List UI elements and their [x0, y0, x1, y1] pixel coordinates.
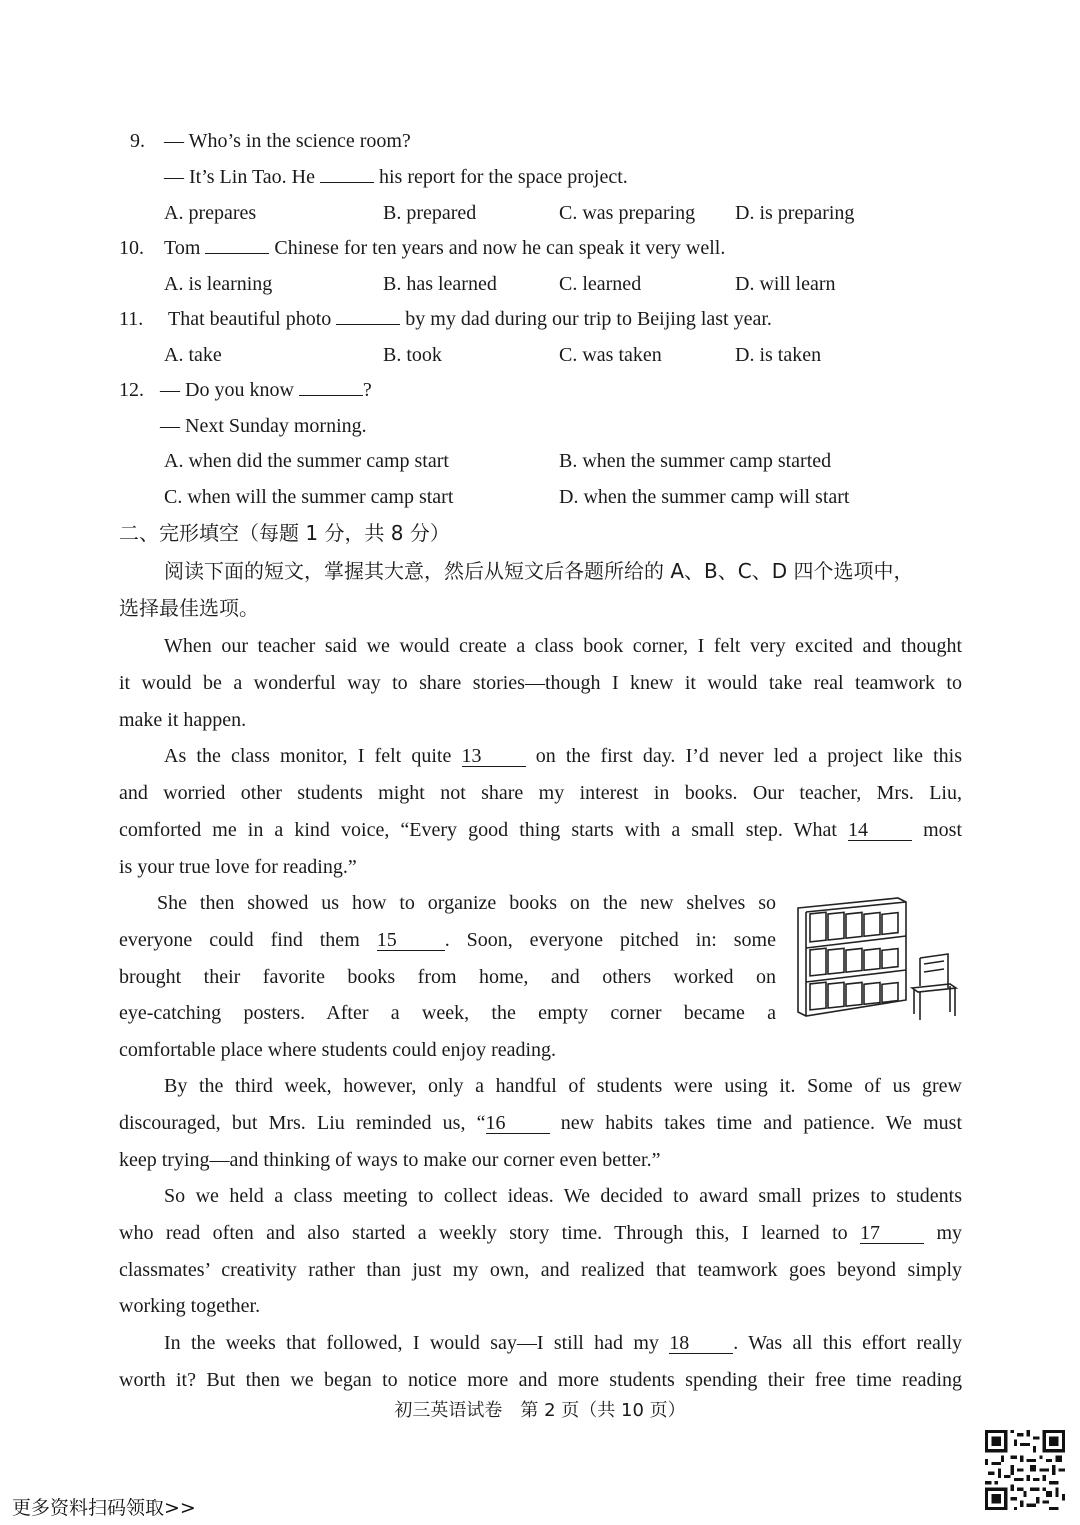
option-d: D. is taken — [735, 344, 822, 366]
option-b: B. prepared — [383, 202, 477, 224]
passage-line — [119, 1110, 962, 1136]
qr-code-icon[interactable] — [985, 1430, 1065, 1510]
dialog-text: — Do you know — [160, 379, 294, 401]
passage-line: classmates’ creativity rather than just my own, and realized that teamwork goes beyond simply — [119, 1259, 962, 1281]
passage-line: make it happen. — [119, 709, 247, 731]
passage-text: new habits takes time and patience. We must — [560, 1112, 963, 1134]
question-number: 9. — [130, 130, 145, 152]
cloze-blank-14: 14 — [848, 820, 912, 841]
section-instruction: 阅读下面的短文，掌握其大意，然后从短文后各题所给的 A、B、C、D 四个选项中， — [164, 559, 914, 583]
passage-line: working together. — [119, 1295, 261, 1317]
question-stem — [168, 306, 772, 332]
cloze-blank-17: 17 — [860, 1223, 924, 1244]
passage-text: . Was all this effort really — [733, 1332, 962, 1354]
passage-line: is your true love for reading.” — [119, 856, 357, 878]
section-instruction: 选择最佳选项。 — [119, 596, 259, 620]
question-stem — [164, 235, 725, 261]
cloze-blank-15: 15 — [377, 930, 445, 951]
option-a: A. take — [164, 344, 222, 366]
passage-line: eye-catching posters. After a week, the empty corner became a — [119, 1002, 776, 1024]
dialog-text: ? — [362, 379, 372, 401]
option-b: B. when the summer camp started — [559, 450, 832, 472]
cloze-blank-18: 18 — [669, 1333, 733, 1354]
dialog-text: his report for the space project. — [379, 166, 628, 188]
option-c: C. was taken — [559, 344, 662, 366]
question-number: 11. — [119, 308, 144, 330]
stem-text: by my dad during our trip to Beijing last year. — [405, 308, 772, 330]
passage-line: So we held a class meeting to collect ideas. We decided to award small prizes to students — [164, 1185, 962, 1207]
passage-line: keep trying—and thinking of ways to make our corner even better.” — [119, 1149, 661, 1171]
passage-line — [119, 1220, 962, 1246]
passage-text: who read often and also started a weekly story time. Through this, I learned to — [119, 1222, 848, 1244]
option-c: C. when will the summer camp start — [164, 486, 454, 508]
passage-text: In the weeks that followed, I would say—I still had my — [164, 1332, 659, 1354]
question-dialog: — Who’s in the science room? — [164, 130, 411, 152]
passage-line: brought their favorite books from home, and others worked on — [119, 966, 776, 988]
stem-text: Chinese for ten years and now he can speak it very well. — [274, 237, 726, 259]
scan-promo-text[interactable]: 更多资料扫码领取>> — [12, 1497, 196, 1519]
question-number: 12. — [119, 379, 144, 401]
passage-line: worth it? But then we began to notice more and more students spending their free time reading — [119, 1369, 962, 1391]
cloze-blank-16: 16 — [486, 1113, 550, 1134]
option-a: A. is learning — [164, 273, 273, 295]
passage-text: on the first day. I’d never led a project like this — [535, 745, 963, 767]
section-heading: 二、完形填空（每题 1 分，共 8 分） — [119, 521, 450, 545]
bookshelf-illustration — [790, 888, 962, 1028]
passage-text: . Soon, everyone pitched in: some — [444, 929, 776, 951]
passage-line — [164, 743, 962, 769]
passage-line: When our teacher said we would create a class book corner, I felt very excited and thought — [164, 635, 962, 657]
question-dialog: — Next Sunday morning. — [160, 415, 367, 437]
passage-line: comfortable place where students could enjoy reading. — [119, 1039, 557, 1061]
answer-blank — [320, 182, 374, 183]
passage-text: most — [923, 819, 963, 841]
option-a: A. prepares — [164, 202, 257, 224]
option-d: D. will learn — [735, 273, 836, 295]
passage-text: comforted me in a kind voice, “Every good thing starts with a small step. What — [119, 819, 837, 841]
answer-blank — [336, 324, 400, 325]
passage-text: my — [936, 1222, 963, 1244]
option-b: B. took — [383, 344, 442, 366]
cloze-blank-13: 13 — [462, 746, 526, 767]
passage-line — [119, 817, 962, 843]
question-dialog — [160, 377, 372, 403]
dialog-text: — It’s Lin Tao. He — [164, 166, 315, 188]
question-number: 10. — [119, 237, 144, 259]
passage-line: and worried other students might not share my interest in books. Our teacher, Mrs. Liu, — [119, 782, 962, 804]
passage-line: She then showed us how to organize books on the new shelves so — [157, 892, 776, 914]
passage-line: By the third week, however, only a handful of students were using it. Some of us grew — [164, 1075, 962, 1097]
stem-text: That beautiful photo — [168, 308, 332, 330]
passage-text: everyone could find them — [119, 929, 360, 951]
page-footer: 初三英语试卷 第 2 页（共 10 页） — [394, 1400, 686, 1421]
passage-line: it would be a wonderful way to share stories—though I knew it would take real teamwork to — [119, 672, 962, 694]
option-a: A. when did the summer camp start — [164, 450, 449, 472]
passage-line — [119, 927, 776, 953]
answer-blank — [205, 253, 269, 254]
answer-blank — [299, 395, 363, 396]
option-d: D. when the summer camp will start — [559, 486, 850, 508]
stem-text: Tom — [164, 237, 201, 259]
question-dialog — [164, 164, 628, 190]
option-b: B. has learned — [383, 273, 497, 295]
option-c: C. learned — [559, 273, 642, 295]
passage-line — [164, 1330, 962, 1356]
passage-text: As the class monitor, I felt quite — [164, 745, 452, 767]
passage-text: discouraged, but Mrs. Liu reminded us, “ — [119, 1112, 486, 1134]
option-d: D. is preparing — [735, 202, 855, 224]
option-c: C. was preparing — [559, 202, 696, 224]
